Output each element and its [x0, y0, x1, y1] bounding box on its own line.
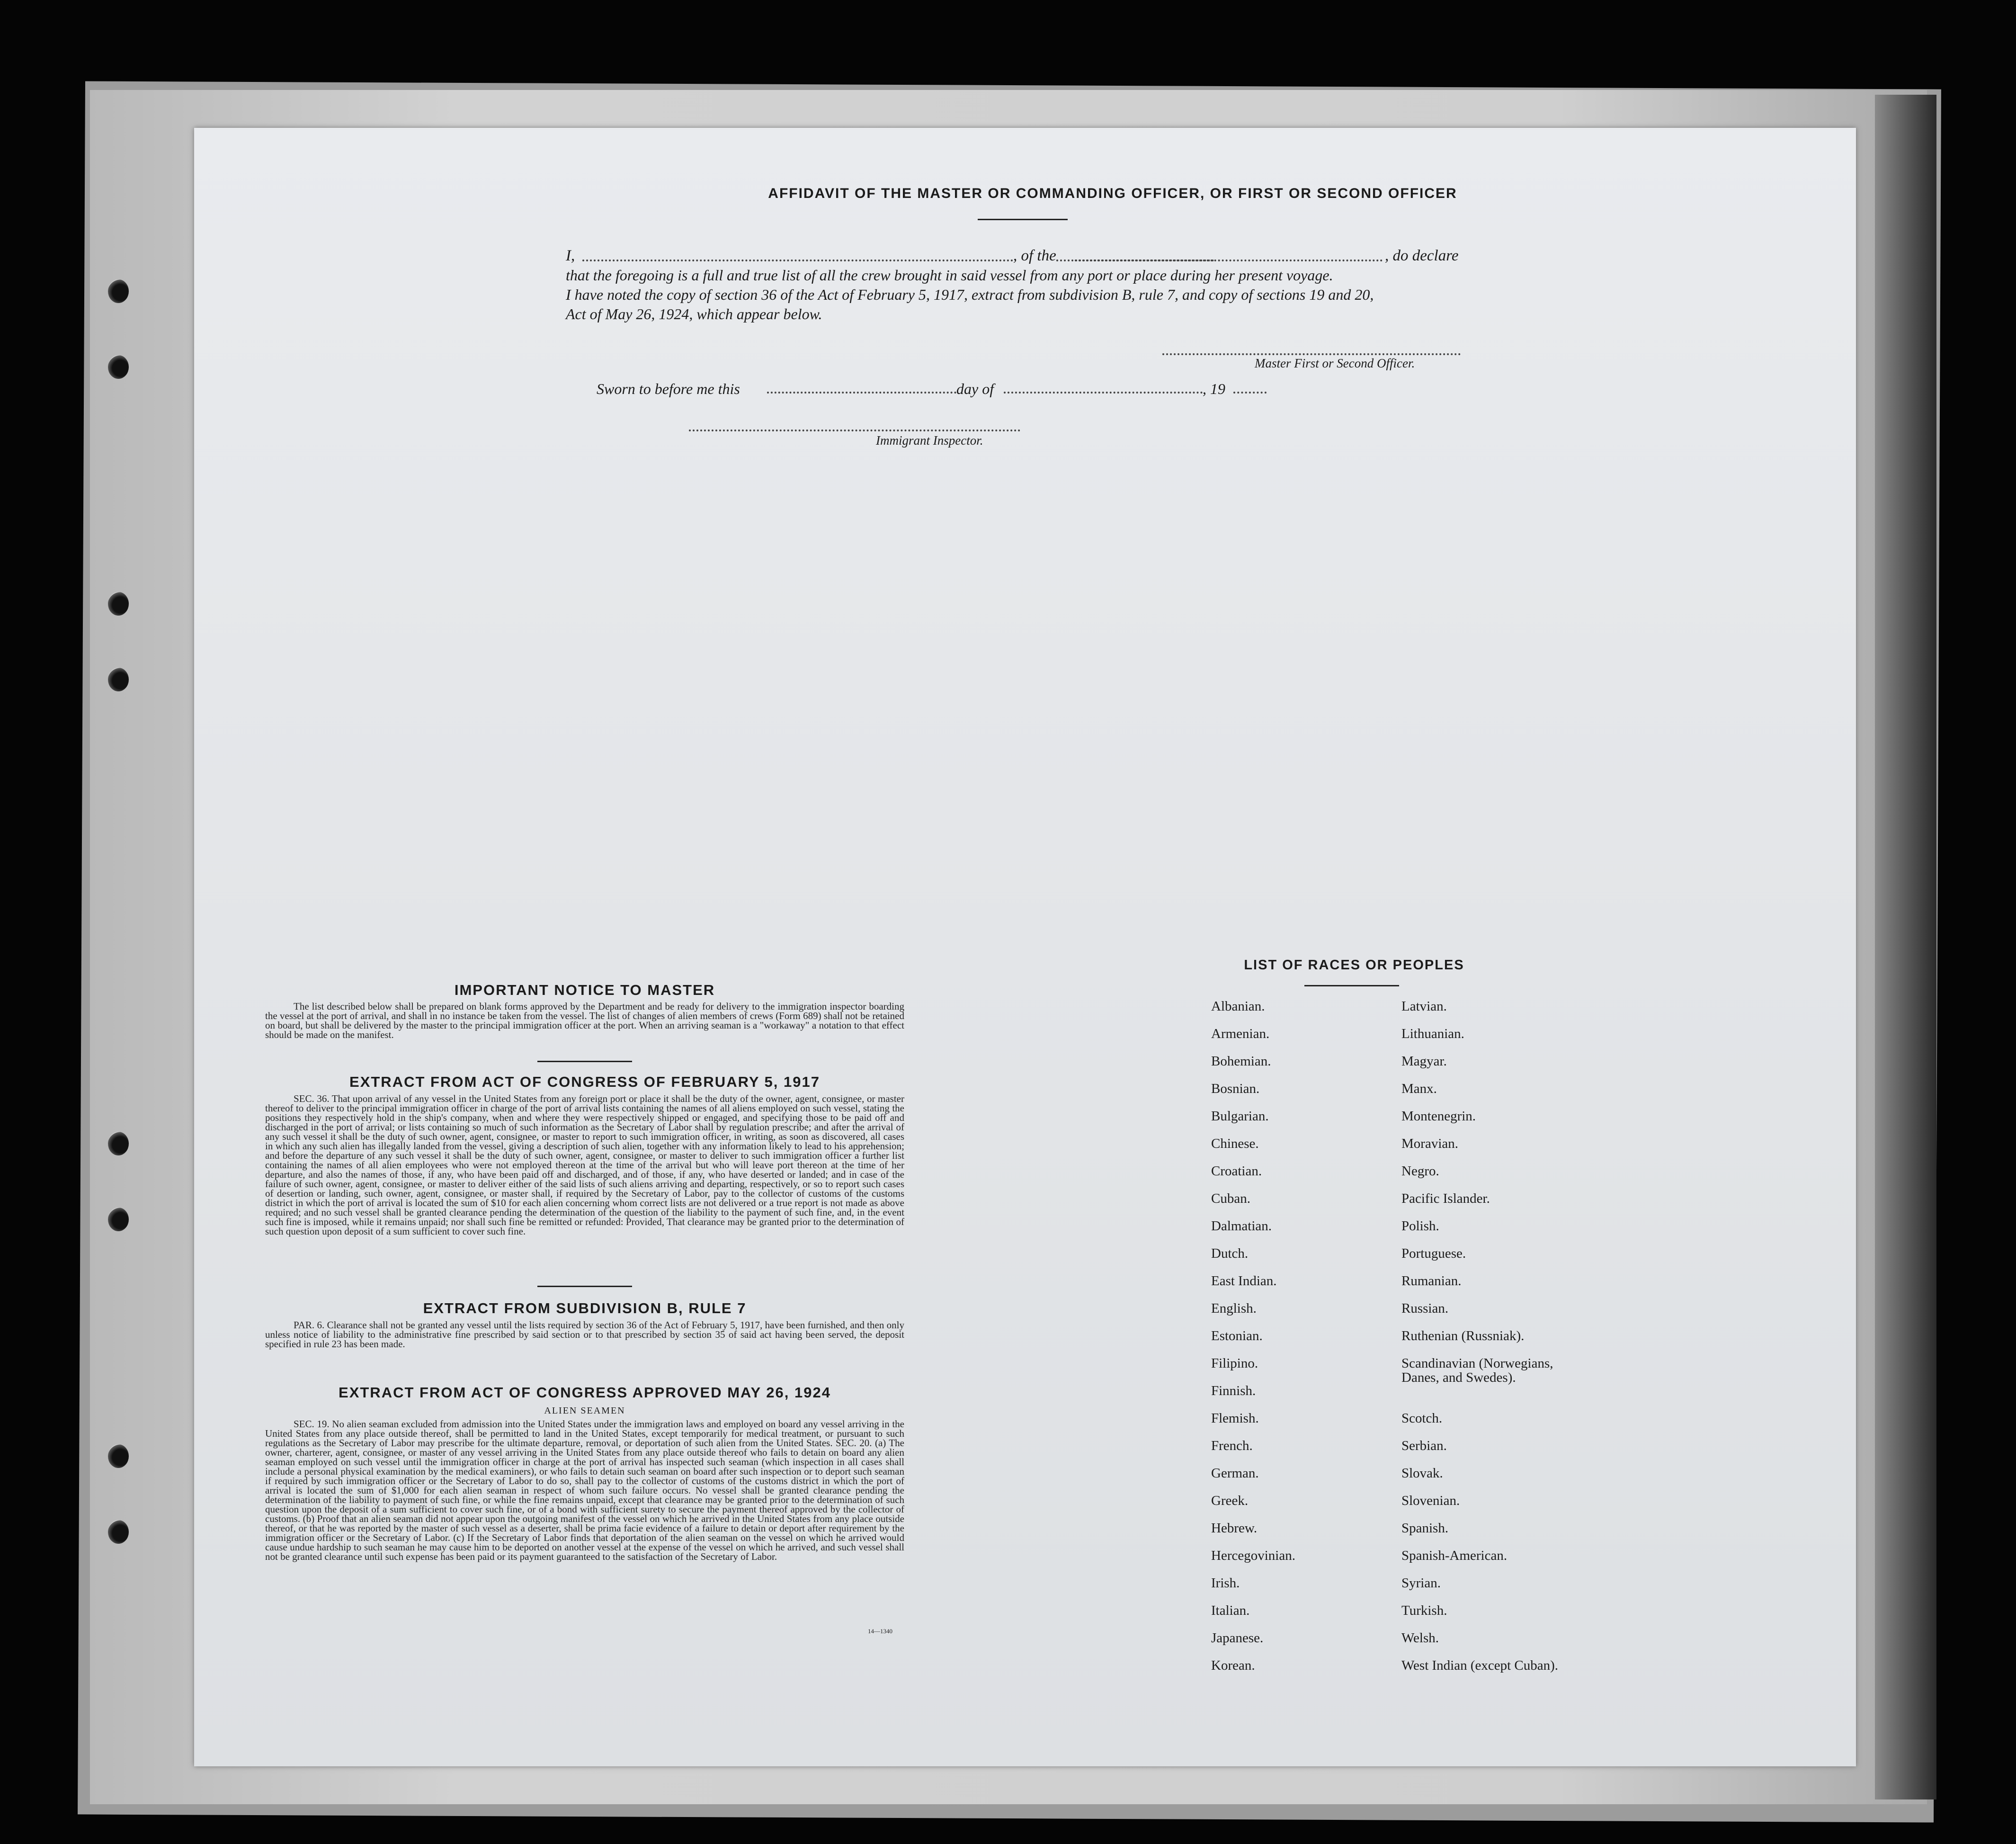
section-rule — [537, 1286, 632, 1287]
binder-hole — [108, 355, 129, 379]
race-item: Manx. — [1401, 1081, 1437, 1096]
affidavit-title: AFFIDAVIT OF THE MASTER OR COMMANDING OFFICER, OR FIRST OR SECOND OFFICER — [768, 186, 1457, 201]
race-item: Cuban. — [1211, 1191, 1250, 1206]
races-title: LIST OF RACES OR PEOPLES — [1244, 958, 1464, 973]
race-item — [1401, 1384, 1619, 1411]
race-item: Dalmatian. — [1211, 1218, 1272, 1234]
race-item: Spanish-American. — [1401, 1548, 1508, 1563]
race-item: Latvian. — [1401, 999, 1447, 1014]
race-item: Dutch. — [1211, 1246, 1249, 1261]
race-item: Armenian. — [1211, 1026, 1270, 1041]
affidavit-line3: I have noted the copy of section 36 of the Act of February 5, 1917, extract from subdivision B, rule 7, and copy of sections 19 and 20, — [566, 286, 1374, 303]
alien-seamen-subtitle: ALIEN SEAMEN — [544, 1405, 625, 1416]
race-item: Welsh. — [1401, 1630, 1439, 1646]
page-edge-shadow — [1875, 95, 1936, 1799]
races-column-2 — [1401, 999, 1619, 1686]
inspector-signature-line[interactable] — [689, 430, 1020, 431]
race-item: Pacific Islander. — [1401, 1191, 1490, 1206]
sworn-year-blank[interactable] — [1233, 392, 1267, 394]
vessel-blank[interactable] — [1075, 260, 1383, 261]
extract-1924-text: SEC. 19. No alien seaman excluded from admission into the United States under the immigration laws and employed on board any vessel arriving in the United States from any place outside thereof, shall be permitted to land in the United States, except temporarily for medical treatment, or pursuant to such regulations as the Secretary of Labor may prescribe for the ultimate departure, removal, or deportation of such alien from the United States. SEC. 20. (a) The owner, charterer, agent, consignee, or master of any vessel arriving in the United States from any place outside thereof who fails to detain on board any alien seaman employed on such vessel until the immigration officer in charge at the port of arrival has inspected such seaman (which inspection in all cases shall include a personal physical examination by the medical examiners), or who fails to detain such seaman on board after such inspection or to deport such seaman if required by such immigration officer or the Secretary of Labor to do so, shall pay to the collector of customs of the customs district in which the port of arrival is located the sum of $1,000 for each alien seaman in respect of whom such failure occurs. No vessel shall be granted clearance pending the determination of the liability to payment of such fine, or while the fine remains unpaid, except that clearance may be granted prior to the determination of such question upon the deposit of a sum sufficient to cover such fine, or of a bond with sufficient surety to secure the payment thereof approved by the collector of customs. (b) Proof that an alien seaman did not appear upon the outgoing manifest of the vessel on which he arrived in the United States from any place outside thereof, or that he was reported by the master of such vessel as a deserter, shall be prima facie evidence of a failure to detain or deport after requirement by the immigration officer or the Secretary of Labor. (c) If the Secretary of Labor finds that deportation of the alien seaman on the vessel on which he arrived would cause undue hardship to such seaman he may cause him to be deported on another vessel at the expense of the vessel on which he arrived, and such vessel shall not be granted clearance until such expense has been paid or its payment guaranteed to the satisfaction of the Secretary of Labor. — [265, 1418, 904, 1562]
race-item: Bulgarian. — [1211, 1109, 1269, 1124]
race-item: Russian. — [1401, 1301, 1449, 1316]
form-page — [194, 128, 1856, 1766]
race-item: Finnish. — [1211, 1383, 1256, 1398]
extract-1917-text: SEC. 36. That upon arrival of any vessel in the United States from any foreign port or place it shall be the duty of the owner, agent, consignee, or master thereof to deliver to the principal immigration officer in charge of the port of arrival lists containing the names of all aliens employed on such vessel, stating the positions they respectively hold in the ship's company, when and where they were respectively shipped or engaged, and specifying those to be paid off and discharged in the port of arrival; or lists containing so much of such information as the Secretary of Labor shall by regulation prescribe; and after the arrival of any such vessel it shall be the duty of such owner, agent, consignee, or master to report to such immigration officer, in writing, as soon as discovered, all cases in which any such alien has illegally landed from the vessel, giving a description of such alien, together with any information likely to lead to his apprehension; and before the departure of any such vessel it shall be the duty of such owner, agent, consignee, or master to deliver to such immigration officer a further list containing the names of all alien employees who were not employed thereon at the time of the arrival but who will leave port thereon at the time of her departure, and also the names of those, if any, who have been paid off and discharged, and of those, if any, who have deserted or landed; and in case of the failure of such owner, agent, consignee, or master to deliver either of the said lists of such aliens arriving and departing, respectively, or so to report such cases of desertion or landing, such owner, agent, consignee, or master shall, if required by the Secretary of Labor, pay to the collector of customs of the customs district in which the port of arrival is located the sum of $10 for each alien concerning whom correct lists are not delivered or a true report is not made as above required; and no such vessel shall be granted clearance pending the determination of the question of the liability to the payment of such fine, and, in the event such fine is imposed, while it remains unpaid; nor shall such fine be remitted or refunded: Provided, That clearance may be granted prior to the determination of such question upon deposit of a sum sufficient to cover such fine. — [265, 1093, 904, 1237]
race-item: Albanian. — [1211, 999, 1265, 1014]
binder-hole — [108, 279, 129, 303]
race-item: Chinese. — [1211, 1136, 1259, 1151]
race-item: Greek. — [1211, 1493, 1249, 1508]
race-item: Spanish. — [1401, 1521, 1449, 1536]
affidavit-i: I, — [566, 247, 575, 264]
race-item: English. — [1211, 1301, 1257, 1316]
race-item: Estonian. — [1211, 1328, 1263, 1343]
affidavit-of-the: , of the — [1013, 247, 1056, 264]
race-item: Scandinavian (Norwegians, Danes, and Swedes). — [1401, 1356, 1553, 1385]
race-item: Slovenian. — [1401, 1493, 1460, 1508]
sworn-day-blank[interactable] — [767, 392, 956, 394]
binder-hole — [108, 1132, 129, 1155]
race-item: Bohemian. — [1211, 1054, 1271, 1069]
day-of-label: day of — [956, 380, 994, 397]
race-item: West Indian (except Cuban). — [1401, 1658, 1559, 1673]
race-item: Lithuanian. — [1401, 1026, 1464, 1041]
race-item: Negro. — [1401, 1164, 1439, 1179]
section-rule — [537, 1061, 632, 1062]
races-column-1 — [1211, 999, 1391, 1686]
race-item: Italian. — [1211, 1603, 1250, 1618]
race-item: German. — [1211, 1466, 1259, 1481]
rule7-title: EXTRACT FROM SUBDIVISION B, RULE 7 — [423, 1300, 747, 1316]
title-rule — [978, 219, 1068, 220]
rule7-text: PAR. 6. Clearance shall not be granted any vessel until the lists required by section 36 of the Act of February 5, 1917, have been furnished, and then only unless notice of liability to the administrative fine prescribed by said section or to that prescribed by section 35 of said act having been served, the deposit specified in rule 23 has been made. — [265, 1319, 904, 1350]
race-item: East Indian. — [1211, 1273, 1277, 1289]
master-signature-label: Master First or Second Officer. — [1255, 356, 1415, 370]
race-item: Korean. — [1211, 1658, 1255, 1673]
race-item: Rumanian. — [1401, 1273, 1462, 1289]
sworn-month-blank[interactable] — [1004, 392, 1203, 394]
race-item: Scotch. — [1401, 1411, 1443, 1426]
notice-text: The list described below shall be prepared on blank forms approved by the Department and be ready for delivery to the immigration inspector boarding the vessel at the port of arrival, and shall in no instance be taken from the vessel. The list of changes of alien members of crews (Form 689) shall not be retained on board, but shall be delivered by the master to the principal immigration officer at the port. When an arriving seaman is a "workaway" a notation to that effect should be made on the manifest. — [265, 1001, 904, 1040]
race-item: Montenegrin. — [1401, 1109, 1476, 1124]
affidavit-line4: Act of May 26, 1924, which appear below. — [566, 305, 822, 322]
extract-1924-title: EXTRACT FROM ACT OF CONGRESS APPROVED MAY 26, 1924 — [339, 1384, 831, 1401]
race-item: Hercegovinian. — [1211, 1548, 1295, 1563]
race-item: Syrian. — [1401, 1575, 1441, 1591]
race-item: Magyar. — [1401, 1054, 1447, 1069]
race-item: French. — [1211, 1438, 1253, 1453]
race-item: Croatian. — [1211, 1164, 1262, 1179]
race-item: Filipino. — [1211, 1356, 1258, 1371]
binder-hole — [108, 668, 129, 691]
race-item: Slovak. — [1401, 1466, 1443, 1481]
extract-1917-title: EXTRACT FROM ACT OF CONGRESS OF FEBRUARY 5, 1917 — [349, 1074, 820, 1090]
race-item: Hebrew. — [1211, 1521, 1258, 1536]
affidavit-declare: , do declare — [1385, 247, 1459, 264]
race-item: Bosnian. — [1211, 1081, 1260, 1096]
affidavit-line2: that the foregoing is a full and true list of all the crew brought in said vessel from any port or place during her present voyage. — [566, 267, 1333, 284]
master-signature-line[interactable] — [1162, 353, 1461, 355]
race-item: Moravian. — [1401, 1136, 1458, 1151]
race-item: Flemish. — [1211, 1411, 1259, 1426]
inspector-signature-label: Immigrant Inspector. — [876, 433, 983, 448]
notice-title: IMPORTANT NOTICE TO MASTER — [454, 982, 715, 998]
race-item: Irish. — [1211, 1575, 1240, 1591]
binder-hole — [108, 1444, 129, 1468]
form-number: 14—1340 — [868, 1628, 892, 1635]
binder-hole — [108, 1520, 129, 1544]
race-item: Serbian. — [1401, 1438, 1447, 1453]
race-item: Polish. — [1401, 1218, 1439, 1234]
races-rule — [1304, 985, 1399, 986]
binder-hole — [108, 1208, 129, 1231]
race-item: Ruthenian (Russniak). — [1401, 1328, 1525, 1343]
binder-hole — [108, 592, 129, 616]
race-item: Portuguese. — [1401, 1246, 1466, 1261]
sworn-label: Sworn to before me this — [597, 380, 740, 397]
race-item: Turkish. — [1401, 1603, 1447, 1618]
year-label: , 19 — [1203, 380, 1225, 397]
race-item: Japanese. — [1211, 1630, 1264, 1646]
